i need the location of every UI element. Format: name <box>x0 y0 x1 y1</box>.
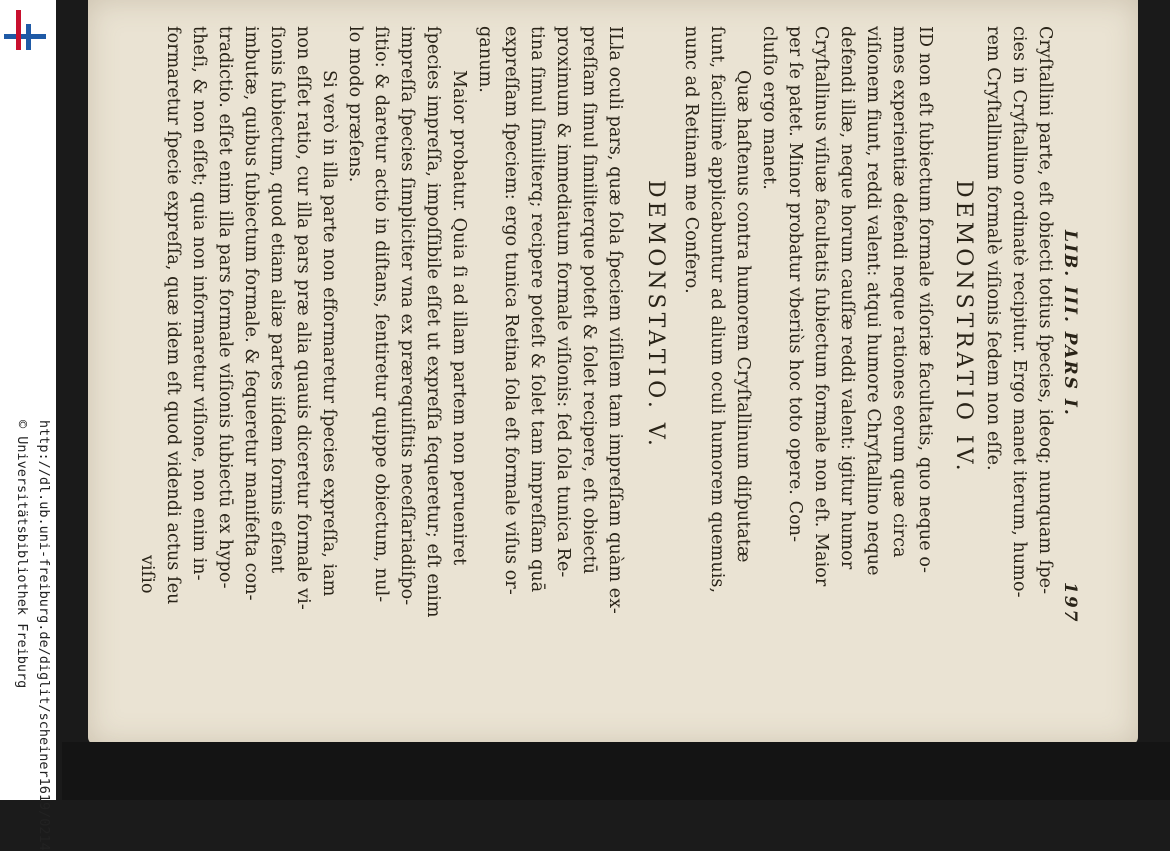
source-url[interactable]: http://dl.ub.uni-freiburg.de/diglit/scheiner1619/0214 <box>36 420 52 851</box>
text-line: viſionem fiunt, reddi valent: atqui humore Chryſtallino neque <box>863 26 883 576</box>
text-line: formaretur ſpecie expreſſa, quæ idem eſt quod videndi actus ſeu <box>163 26 183 605</box>
text-line: proximum & immediatum formale viſionis: ſed ſola tunica Re- <box>553 26 573 578</box>
text-line: cluſio ergo manet. <box>759 26 779 190</box>
scan-bottom-edge <box>62 742 1170 800</box>
text-line: cies in Cryſtallino ordinatè recipitur. Ergo manet iterum, humo- <box>1009 26 1029 598</box>
text-line: ganum. <box>475 26 495 93</box>
running-head-line <box>1060 230 1080 417</box>
text-line: ſitio: & daretur actio in diſtans, ſentiretur quippe obiectum, nul- <box>371 26 391 603</box>
text-line: Si verò in illa parte non efformaretur ſpecies expreſſa, iam <box>319 70 339 597</box>
text-line: imbutæ, quibus ſubiectum formale. & ſequeretur manifeſta con- <box>241 26 261 601</box>
text-line: expreſſam ſpeciem: ergo tunica Retina ſola eſt formale viſus or- <box>501 26 521 595</box>
text-line: ILla oculi pars, quæ ſola ſpeciem viſilem tam impreſſam quàm ex- <box>605 26 625 614</box>
text-line: Cryſtallinus viſiuæ facultatis ſubiectum formale non eſt. Maior <box>811 26 831 587</box>
catchword: viſio <box>137 555 157 594</box>
text-line: lo modo præſens. <box>345 26 365 183</box>
text-line: non eſſet ratio, cur illa pars præ alia quauis diceretur formale vi- <box>293 26 313 610</box>
text-line: ID non eſt ſubiectum formale viſoriæ facultatis, quo neque o- <box>915 26 935 574</box>
university-logo-icon <box>4 10 46 50</box>
text-line: nunc ad Retinam me Confero. <box>681 26 701 294</box>
text-column-1 <box>1032 26 1058 594</box>
text-line: rem Cryſtallinum formalè viſionis ſedem non eſſe. <box>983 26 1003 471</box>
page-number-line <box>1060 582 1080 624</box>
text-line: Maior probatur. Quia ſi ad illam partem non perueniret <box>449 70 469 566</box>
text-line: tradictio. eſſet enim illa pars formale viſionis ſubiectū ex hypo- <box>215 26 235 589</box>
text-line: impreſſa ſpecies ſimpliciter vna ex prærequiſitis neceſſariadiſpo- <box>397 26 417 606</box>
text-line: preſſam ſimul ſimiliterque poteſt & ſolet recipere, eſt obiectū <box>579 26 599 575</box>
text-line: Quæ haſtenus contra humorem Cryſtallinum diſputatæ <box>733 70 753 563</box>
text-line: ſpecies impreſſa, impoſſibile eſſet ut expreſſa ſequeretur; eſt enim <box>423 26 443 618</box>
sidebar-caption <box>4 420 54 851</box>
text-line: defendi illæ, neque horum cauſſæ reddi valent: igitur humor <box>837 26 857 570</box>
text-line: mnes experientiæ defendi neque rationes eorum quæ circa <box>889 26 909 558</box>
viewer-sidebar <box>0 0 56 851</box>
text-line: Cryſtallini parte, eſt obiecti totius ſpecies, ideoq; nunquam ſpe- <box>1035 26 1055 595</box>
text-line: theſi, & non eſſet; quia non informaretur viſione, non enim in- <box>189 26 209 581</box>
copyright-notice: © Universitätsbibliothek Freiburg <box>14 420 30 689</box>
text-line: ſunt, facillimè applicabuntur ad alium oculi humorem quemuis, <box>707 26 727 594</box>
text-line: per ſe patet. Minor probatur vberiùs hoc toto opere. Con- <box>785 26 805 543</box>
page-number: 197 <box>1060 582 1080 624</box>
text-line: tina ſimul ſimiliterq; recipere poteſt & ſolet tam impreſſam quā <box>527 26 547 593</box>
page-text <box>80 10 1080 740</box>
section-heading: DEMONSTRATIO IV. <box>951 180 976 475</box>
running-head: LIB. III. PARS I. <box>1060 230 1080 417</box>
text-line: ſionis ſubiectum, quod etiam aliæ partes iiſdem formis eſſent <box>267 26 287 574</box>
section-heading: DEMONSTATIO. V. <box>643 180 668 450</box>
